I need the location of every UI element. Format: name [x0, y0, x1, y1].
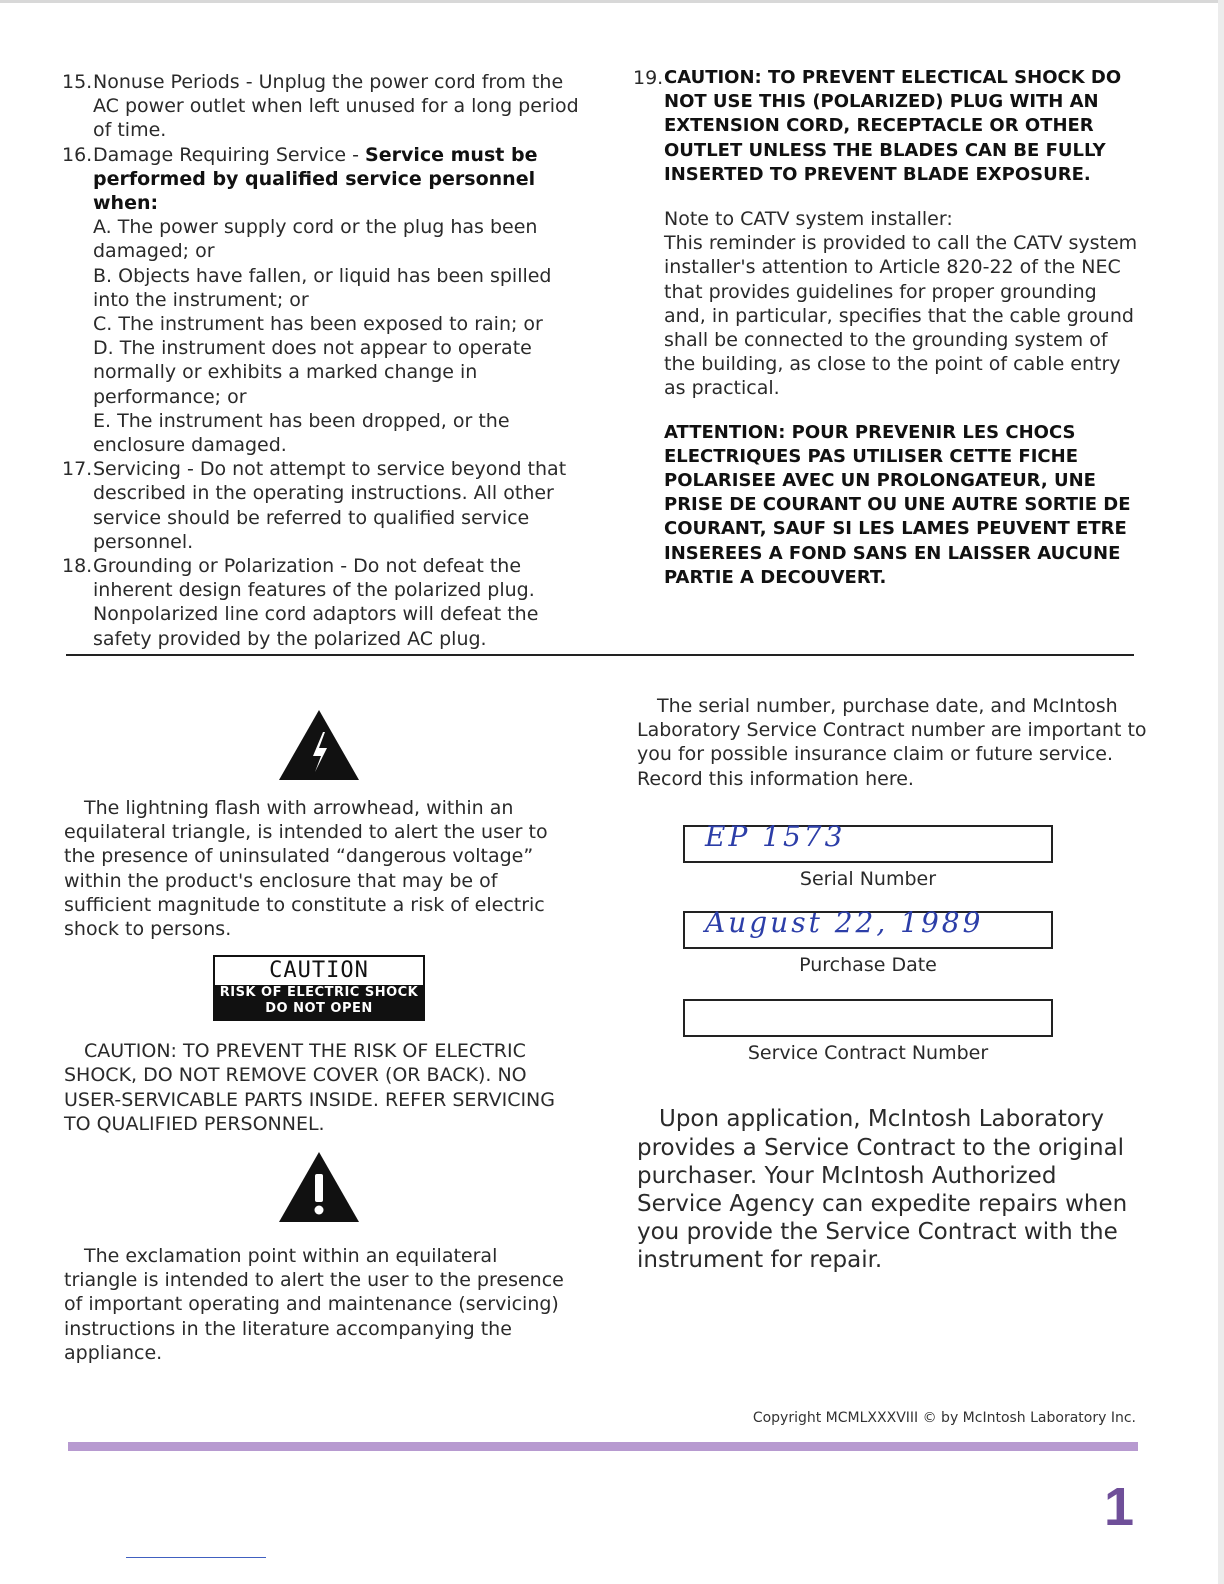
item-19 — [633, 66, 1143, 187]
item-text — [93, 143, 582, 458]
caution-remove-cover: CAUTION: TO PREVENT THE RISK OF ELECTRIC SHOCK, DO NOT REMOVE COVER (OR BACK). NO USER-SERVICABLE PARTS INSIDE. REFER SERVICING TO QUALIFIED PERSONNEL. — [64, 1040, 555, 1135]
page-number: 1 — [1103, 1477, 1134, 1537]
item-16 — [62, 143, 582, 458]
condition-e: E. The instrument has been dropped, or the enclosure damaged. — [93, 409, 510, 457]
condition-a: A. The power supply cord or the plug has been damaged; or — [93, 216, 538, 263]
copyright-notice: Copyright MCMLXXXVIII © by McIntosh Laboratory Inc. — [752, 1410, 1136, 1426]
catv-note-text: This reminder is provided to call the CATV system installer's attention to Article 820-22 of the NEC that provides guidelines for proper grounding and, in particular, specifies that the cable ground shall be connected to the grounding system of the building, as close to the point of cable entry as practical. — [664, 232, 1138, 400]
safety-items-list — [62, 70, 582, 651]
spacer — [633, 187, 1143, 207]
catv-note — [664, 207, 1143, 590]
caution-label-line1: RISK OF ELECTRIC SHOCK — [219, 985, 419, 1001]
caution-label-line2: DO NOT OPEN — [265, 1001, 373, 1017]
ownership-record-column — [637, 694, 1147, 1275]
item-number: 16. — [62, 143, 93, 166]
warning-symbols-column — [64, 708, 574, 1365]
french-attention: ATTENTION: POUR PREVENIR LES CHOCS ELECTRIQUES PAS UTILISER CETTE FICHE POLARISEE AVEC UN PROLONGATEUR, UNE PRISE DE COURANT OU UNE AUTRE SORTIE DE COURANT, SAUF SI LES LAMES PEUVENT ETRE INSEREES A FOND SANS EN LAISSER AUCUNE PARTIE A DECOUVERT. — [664, 421, 1131, 588]
record-intro: The serial number, purchase date, and McIntosh Laboratory Service Contract number are important to you for possible insurance claim or future service. Record this information here. — [637, 695, 1147, 790]
service-contract-field[interactable] — [683, 999, 1053, 1037]
caution-label-title: CAUTION — [215, 957, 423, 985]
item-intro-bold: Service must be performed by qualified service personnel when: — [93, 143, 538, 215]
footer-mark — [126, 1557, 266, 1558]
condition-c: C. The instrument has been exposed to rain; or — [93, 313, 543, 336]
service-contract-label: Service Contract Number — [747, 1042, 989, 1065]
condition-d: D. The instrument does not appear to operate normally or exhibits a marked change in performance; or — [93, 337, 532, 408]
item-text: Servicing - Do not attempt to service beyond that described in the operating instructions. All other service should be referred to qualified service personnel. — [93, 458, 567, 553]
exclamation-explanation: The exclamation point within an equilateral triangle is intended to alert the user to the presence of important operating and maintenance (servicing) instructions in the literature accompanying the appliance. — [64, 1245, 564, 1364]
item-number: 18. — [62, 555, 93, 578]
serial-number-value: EP 1573 — [705, 819, 846, 853]
item-intro: Damage Requiring Service - — [93, 143, 366, 166]
item-text: Grounding or Polarization - Do not defeat the inherent design features of the polarized plug. Nonpolarized line cord adaptors will defeat the safety provided by the polarized AC plug. — [93, 555, 539, 650]
item-number: 17. — [62, 458, 93, 481]
item-number: 15. — [62, 71, 93, 93]
spacer — [664, 401, 1143, 421]
item-text: Nonuse Periods - Unplug the power cord from the AC power outlet when left unused for a long period of time. — [93, 71, 579, 142]
caution-label — [213, 955, 425, 1021]
serial-number-label: Serial Number — [799, 867, 937, 890]
purchase-date-field[interactable] — [683, 906, 1053, 949]
purchase-date-value: August 22, 1989 — [705, 906, 984, 940]
lightning-triangle-icon — [64, 708, 574, 782]
catv-note-title: Note to CATV system installer: — [664, 208, 953, 231]
polarized-plug-caution: CAUTION: TO PREVENT ELECTICAL SHOCK DO NOT USE THIS (POLARIZED) PLUG WITH AN EXTENSION CORD, RECEPTACLE OR OTHER OUTLET UNLESS THE BLADES CAN BE FULLY INSERTED TO PREVENT BLADE EXPOSURE. — [664, 67, 1122, 185]
footer-accent-bar — [68, 1442, 1138, 1451]
section-divider — [66, 654, 1134, 656]
item-18 — [62, 554, 582, 651]
item-17 — [62, 457, 582, 554]
lightning-explanation: The lightning flash with arrowhead, within an equilateral triangle, is intended to alert the user to the presence of uninsulated “dangerous voltage” within the product's enclosure that may be of sufficient magnitude to constitute a risk of electric shock to persons. — [64, 797, 548, 941]
condition-b: B. Objects have fallen, or liquid has been spilled into the instrument; or — [93, 264, 552, 311]
serial-number-field[interactable] — [683, 819, 1053, 863]
exclamation-triangle-icon — [64, 1150, 574, 1224]
service-contract-paragraph: Upon application, McIntosh Laboratory provides a Service Contract to the original purchaser. Your McIntosh Authorized Service Agency can expedite repairs when you provide the Service Contract with the instrument for repair. — [637, 1106, 1128, 1274]
item-15 — [62, 70, 582, 143]
purchase-date-label: Purchase Date — [799, 954, 937, 977]
page-right-edge — [1218, 0, 1224, 1584]
page-top-edge — [0, 0, 1224, 3]
item-number: 19. — [633, 67, 664, 89]
right-top-column — [633, 66, 1143, 590]
